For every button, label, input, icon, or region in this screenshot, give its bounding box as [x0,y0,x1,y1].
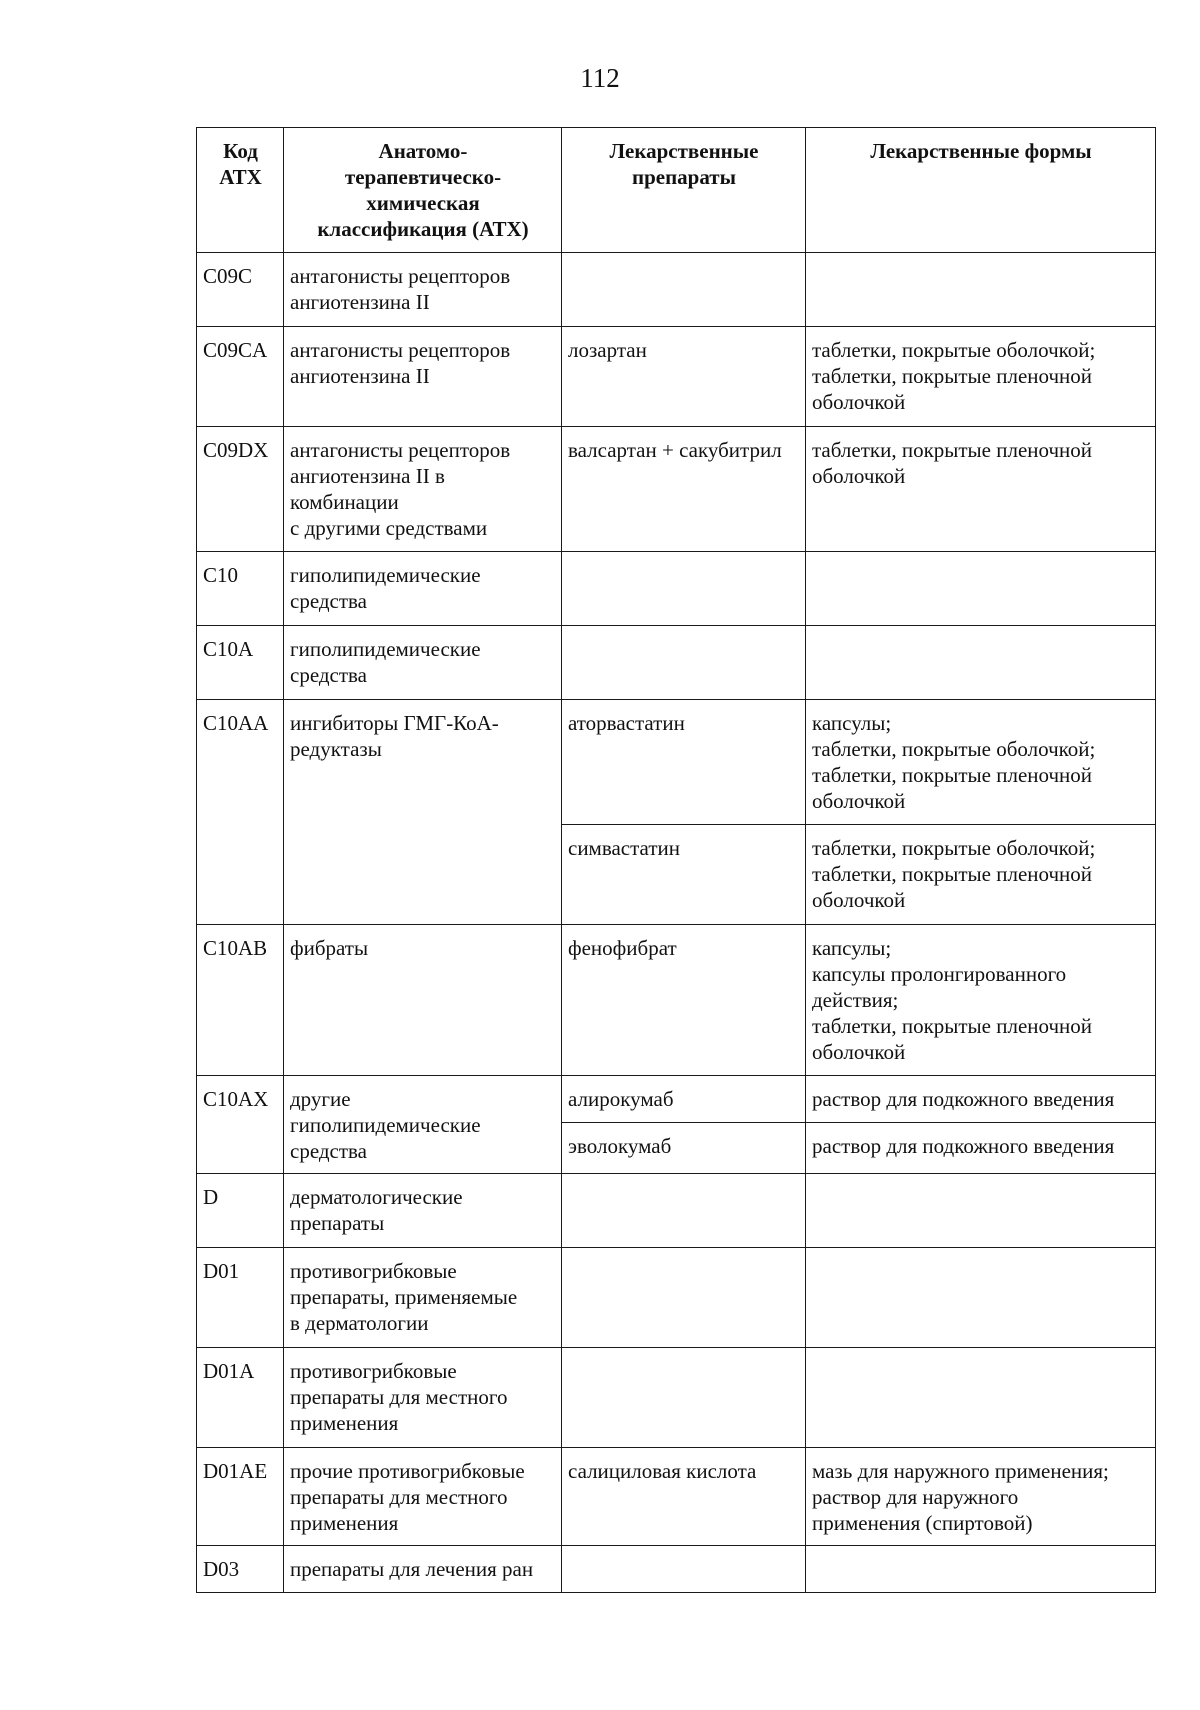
atx-code: C10A [197,626,284,700]
atx-code: C09DX [197,427,284,552]
dosage-forms [806,1546,1156,1593]
table-header-row [197,128,1156,253]
atx-code: C09C [197,253,284,327]
table-row [197,1546,1156,1593]
dosage-forms [806,1248,1156,1348]
drug-name: валсартан + сакубитрил [562,427,806,552]
table-row [197,925,1156,1076]
dosage-forms [806,626,1156,700]
drug-name: салициловая кислота [562,1448,806,1546]
dosage-forms [806,1174,1156,1248]
dosage-forms: капсулы; капсулы пролонгированного действия; таблетки, покрытые пленочной оболочкой [806,925,1156,1076]
table-row [197,700,1156,825]
header-drugs: Лекарственные препараты [562,128,806,253]
dosage-forms: таблетки, покрытые оболочкой; таблетки, покрытые пленочной оболочкой [806,825,1156,925]
drug-name [562,1348,806,1448]
dosage-forms: таблетки, покрытые пленочной оболочкой [806,427,1156,552]
atx-classification: противогрибковые препараты, применяемые в дерматологии [284,1248,562,1348]
table-row [197,427,1156,552]
atx-code: C09CA [197,327,284,427]
drug-name: лозартан [562,327,806,427]
dosage-forms [806,1348,1156,1448]
atx-code: C10 [197,552,284,626]
dosage-forms: раствор для подкожного введения [806,1076,1156,1123]
drug-name: алирокумаб [562,1076,806,1123]
atx-classification: препараты для лечения ран [284,1546,562,1593]
dosage-forms: таблетки, покрытые оболочкой; таблетки, покрытые пленочной оболочкой [806,327,1156,427]
header-code: Код АТХ [197,128,284,253]
atx-code: C10AX [197,1076,284,1174]
atx-classification: другие гиполипидемические средства [284,1076,562,1174]
table-row [197,1448,1156,1546]
drug-name: аторвастатин [562,700,806,825]
table-row [197,327,1156,427]
table-row [197,1248,1156,1348]
header-forms: Лекарственные формы [806,128,1156,253]
atx-code: D01 [197,1248,284,1348]
atx-code: C10AB [197,925,284,1076]
atx-classification: антагонисты рецепторов ангиотензина II в комбинации с другими средствами [284,427,562,552]
atx-classification: противогрибковые препараты для местного применения [284,1348,562,1448]
header-classification: Анатомо- терапевтическо- химическая классификация (АТХ) [284,128,562,253]
page-number: 112 [580,63,620,93]
atx-code: D01A [197,1348,284,1448]
table-row [197,626,1156,700]
table-row [197,253,1156,327]
dosage-forms [806,552,1156,626]
atx-classification: прочие противогрибковые препараты для местного применения [284,1448,562,1546]
dosage-forms: раствор для подкожного введения [806,1123,1156,1174]
table-row [197,1348,1156,1448]
table-row [197,1076,1156,1123]
table-row [197,1174,1156,1248]
table-row [197,552,1156,626]
atx-code: D [197,1174,284,1248]
drug-name: эволокумаб [562,1123,806,1174]
atx-classification: гиполипидемические средства [284,626,562,700]
drug-name [562,626,806,700]
drug-name [562,552,806,626]
atx-classification: антагонисты рецепторов ангиотензина II [284,253,562,327]
atx-code: D03 [197,1546,284,1593]
dosage-forms: мазь для наружного применения; раствор для наружного применения (спиртовой) [806,1448,1156,1546]
drug-name [562,1174,806,1248]
atx-classification: дерматологические препараты [284,1174,562,1248]
atx-classification: антагонисты рецепторов ангиотензина II [284,327,562,427]
atx-classification-table [196,127,1156,1593]
drug-name [562,1248,806,1348]
atx-code: D01AE [197,1448,284,1546]
drug-name [562,1546,806,1593]
drug-name: симвастатин [562,825,806,925]
atx-classification: ингибиторы ГМГ-КоА- редуктазы [284,700,562,925]
atx-classification: гиполипидемические средства [284,552,562,626]
atx-code: C10AA [197,700,284,925]
dosage-forms: капсулы; таблетки, покрытые оболочкой; таблетки, покрытые пленочной оболочкой [806,700,1156,825]
drug-name [562,253,806,327]
atx-classification: фибраты [284,925,562,1076]
dosage-forms [806,253,1156,327]
drug-name: фенофибрат [562,925,806,1076]
